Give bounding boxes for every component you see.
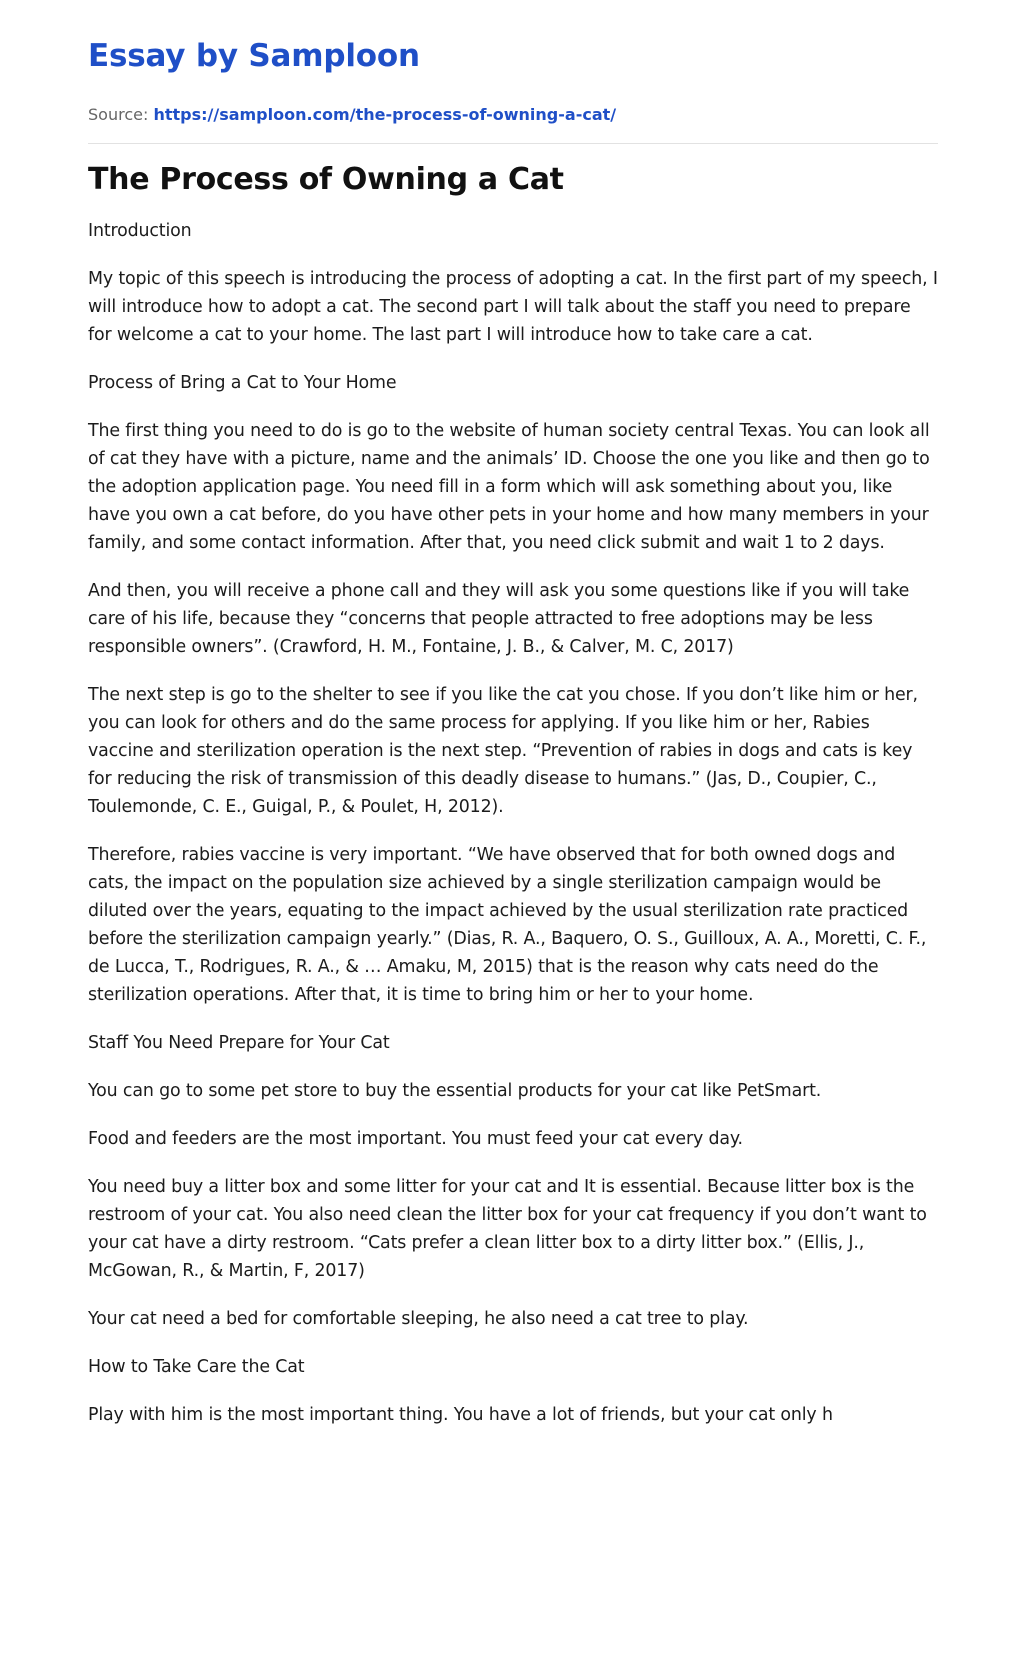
paragraph: The next step is go to the shelter to see if you like the cat you chose. If you don’t like him or her, you can look for others and do the same process for applying. If you like him or her, Rabies vaccine and sterilization operation is the next step. “Prevention of rabies in dogs and cats is key for reducing the risk of transmission of this deadly disease to humans.” (Jas, D., Coupier, C., Toulemonde, C. E., Guigal, P., & Poulet, H, 2012). (88, 685, 918, 817)
section-heading-staff: Staff You Need Prepare for Your Cat (88, 1033, 390, 1053)
paragraph: My topic of this speech is introducing the process of adopting a cat. In the first part of my speech, I will introduce how to adopt a cat. The second part I will talk about the staff you need to prepare for welcome a cat to your home. The last part I will introduce how to take care a cat. (88, 269, 938, 345)
section-heading-process: Process of Bring a Cat to Your Home (88, 373, 397, 393)
site-brand[interactable]: Essay by Samploon (88, 38, 420, 74)
section-heading-introduction: Introduction (88, 221, 192, 241)
paragraph: Therefore, rabies vaccine is very important. “We have observed that for both owned dogs and cats, the impact on the population size achieved by a single sterilization campaign would be diluted over the years, equating to the impact achieved by the usual sterilization rate practiced before the sterilization campaign yearly.” (Dias, R. A., Baquero, O. S., Guilloux, A. A., Moretti, C. F., de Lucca, T., Rodrigues, R. A., & … Amaku, M, 2015) that is the reason why cats need do the sterilization operations. After that, it is time to bring him or her to your home. (88, 845, 927, 1005)
paragraph: The first thing you need to do is go to the website of human society central Texas. You can look all of cat they have with a picture, name and the animals’ ID. Choose the one you like and then go to the adoption application page. You need fill in a form which will ask something about you, like have you own a cat before, do you have other pets in your home and how many members in your family, and some contact information. After that, you need click submit and wait 1 to 2 days. (88, 421, 930, 553)
source-label: Source: (88, 105, 149, 124)
paragraph: You can go to some pet store to buy the essential products for your cat like PetSmart. (88, 1081, 822, 1101)
paragraph: Your cat need a bed for comfortable sleeping, he also need a cat tree to play. (88, 1309, 749, 1329)
source-line (88, 104, 938, 126)
section-heading-care: How to Take Care the Cat (88, 1357, 305, 1377)
source-link[interactable]: https://samploon.com/the-process-of-owning-a-cat/ (153, 105, 617, 124)
paragraph: Food and feeders are the most important. You must feed your cat every day. (88, 1129, 743, 1149)
essay-body (88, 217, 938, 1429)
paragraph: And then, you will receive a phone call and they will ask you some questions like if you will take care of his life, because they “concerns that people attracted to free adoptions may be less responsible owners”. (Crawford, H. M., Fontaine, J. B., & Calver, M. C, 2017) (88, 581, 910, 657)
header-divider (88, 143, 938, 144)
essay-page (88, 28, 938, 1429)
essay-title: The Process of Owning a Cat (88, 162, 564, 197)
paragraph-truncated: Play with him is the most important thing. You have a lot of friends, but your cat only h (88, 1405, 833, 1425)
paragraph: You need buy a litter box and some litter for your cat and It is essential. Because litter box is the restroom of your cat. You also need clean the litter box for your cat frequency if you don’t want to your cat have a dirty restroom. “Cats prefer a clean litter box to a dirty litter box.” (Ellis, J., McGowan, R., & Martin, F, 2017) (88, 1177, 927, 1281)
